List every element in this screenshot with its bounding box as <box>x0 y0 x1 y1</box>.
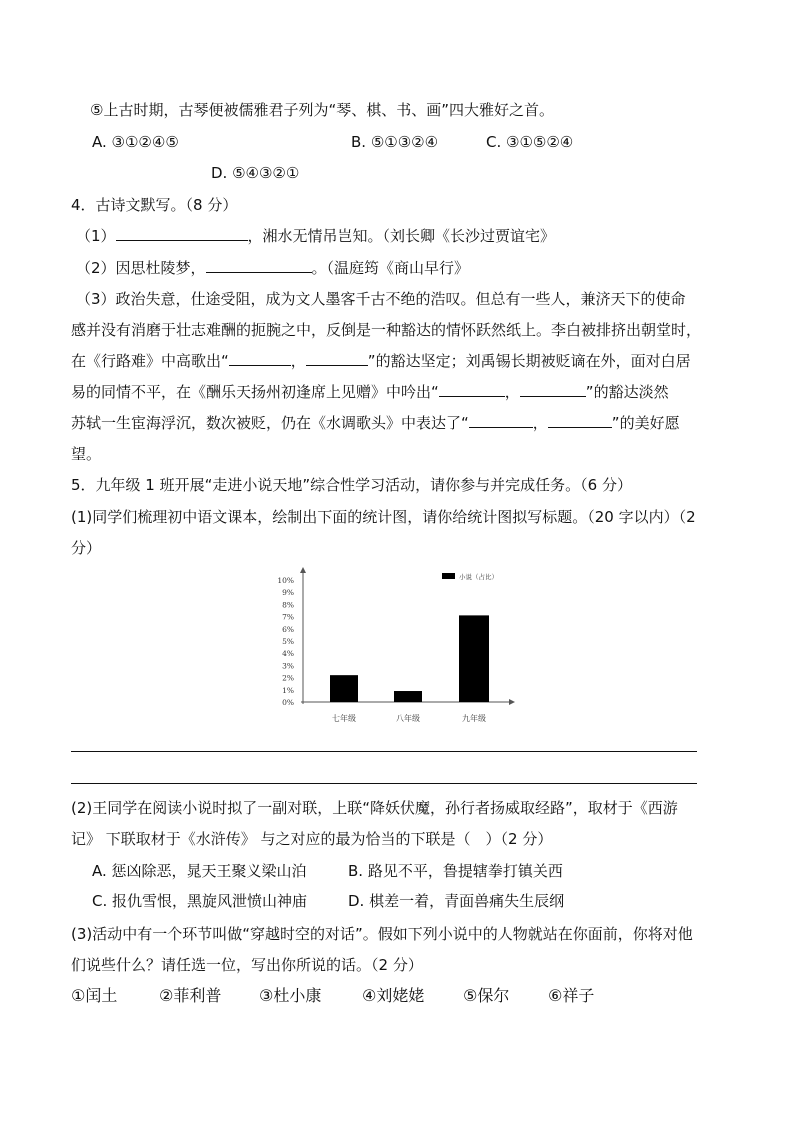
q4-s3-blank3[interactable] <box>439 382 505 397</box>
q4-s3-blank1[interactable] <box>229 351 291 366</box>
y-tick-label: 1% <box>282 685 294 695</box>
q4-s2-prefix: （2）因思杜陵梦， <box>76 259 206 277</box>
q5-p3-line1: (3)活动中有一个环节叫做“穿越时空的对话”。假如下列小说中的人物就站在你面前，你将对他 <box>71 925 693 943</box>
answer-line-1[interactable] <box>71 751 697 752</box>
y-tick-label: 2% <box>282 673 294 683</box>
q4-s3-line6: 望。 <box>71 445 102 463</box>
y-tick-label: 4% <box>282 649 294 659</box>
q4-s3-blank6[interactable] <box>548 413 612 428</box>
q3-option-b[interactable]: B. ⑤①③②④ <box>351 133 439 151</box>
character-1[interactable]: ①闰土 <box>71 986 118 1005</box>
q4-s1-blank[interactable] <box>116 226 248 241</box>
y-axis-arrow <box>300 567 306 573</box>
q5-p2-option-d[interactable]: D. 棋差一着，青面兽痛失生辰纲 <box>348 892 565 910</box>
q5-p2-option-c[interactable]: C. 报仇雪恨，黑旋风泄愤山神庙 <box>92 892 308 910</box>
q4-s3-line3c: ”的豁达坚定；刘禹锡长期被贬谪在外，面对白居 <box>367 352 691 370</box>
character-6[interactable]: ⑥祥子 <box>548 986 595 1005</box>
character-4[interactable]: ④刘姥姥 <box>362 986 425 1005</box>
q4-s3-line5 <box>71 413 680 433</box>
q4-s3-line4a: 易的同情不平，在《酬乐天扬州初逢席上见赠》中吟出“ <box>71 383 439 401</box>
character-3[interactable]: ③杜小康 <box>259 986 322 1005</box>
q4-s3-blank2[interactable] <box>306 351 368 366</box>
q4-title: 4．古诗文默写。（8 分） <box>71 196 238 214</box>
q4-s2-blank[interactable] <box>206 258 312 273</box>
bar <box>394 691 422 702</box>
y-tick-label: 6% <box>282 624 294 634</box>
y-tick-label: 10% <box>277 576 294 585</box>
x-tick-label: 九年级 <box>462 714 486 723</box>
x-axis-arrow <box>509 699 515 705</box>
q4-s2 <box>76 258 469 278</box>
q4-s3-line3 <box>71 351 691 371</box>
q5-p2-line2: 记》 下联取材于《水浒传》 与之对应的最为恰当的下联是（ ）（2 分） <box>71 830 553 848</box>
q4-s2-text: 。（温庭筠《商山早行》 <box>311 259 470 277</box>
q5-p1-line1: (1)同学们梳理初中语文课本，绘制出下面的统计图，请你给统计图拟写标题。（20 字以内）（2 <box>71 508 696 526</box>
bar <box>459 615 489 702</box>
q3-option-c[interactable]: C. ③①⑤②④ <box>486 133 574 151</box>
q3-item5: ⑤上古时期，古琴便被儒雅君子列为“琴、棋、书、画”四大雅好之首。 <box>90 101 554 119</box>
q5-p3-line2: 们说些什么？请任选一位，写出你所说的话。（2 分） <box>71 956 423 974</box>
y-tick-label: 3% <box>282 661 294 671</box>
character-list <box>71 986 594 1006</box>
q4-s3-line3b: ， <box>290 352 306 370</box>
bar-chart <box>270 565 530 730</box>
q4-s3-line4 <box>71 382 669 402</box>
q4-s1-prefix: （1） <box>76 227 116 245</box>
character-5[interactable]: ⑤保尔 <box>463 986 510 1005</box>
q4-s3-line5a: 苏轼一生宦海浮沉，数次被贬，仍在《水调歌头》中表达了“ <box>71 414 469 432</box>
q4-s3-blank5[interactable] <box>469 413 533 428</box>
q4-s3-line5c: ”的美好愿 <box>611 414 680 432</box>
q3-option-a[interactable]: A. ③①②④⑤ <box>92 133 179 151</box>
x-tick-label: 七年级 <box>332 714 356 723</box>
q4-s3-line4b: ， <box>504 383 520 401</box>
legend-label: 小说（占比） <box>459 573 498 581</box>
q5-p2-option-b[interactable]: B. 路见不平，鲁提辖拳打镇关西 <box>348 862 563 880</box>
q4-s3-blank4[interactable] <box>520 382 586 397</box>
q3-option-d[interactable]: D. ⑤④③②① <box>211 164 300 182</box>
q5-title: 5．九年级 1 班开展“走进小说天地”综合性学习活动，请你参与并完成任务。（6 分） <box>71 476 632 494</box>
legend-swatch <box>442 573 455 579</box>
q5-p2-option-a[interactable]: A. 惩凶除恶，晁天王聚义梁山泊 <box>92 862 307 880</box>
q4-s3-line1: （3）政治失意，仕途受阻，成为文人墨客千古不绝的浩叹。但总有一些人，兼济天下的使命 <box>76 290 686 308</box>
bar <box>330 675 358 702</box>
y-tick-label: 8% <box>282 600 294 610</box>
q4-s1 <box>76 226 555 246</box>
y-tick-label: 0% <box>282 698 294 707</box>
q5-p1-line2: 分） <box>71 539 102 557</box>
y-tick-label: 9% <box>282 588 294 598</box>
q4-s3-line2: 感并没有消磨于壮志难酬的扼腕之中，反倒是一种豁达的情怀跃然纸上。李白被排挤出朝堂时， <box>71 321 702 339</box>
answer-line-2[interactable] <box>71 783 697 784</box>
q4-s3-line4c: ”的豁达淡然 <box>585 383 669 401</box>
y-tick-label: 5% <box>282 637 294 646</box>
q4-s1-text: ，湘水无情吊岂知。（刘长卿《长沙过贾谊宅》 <box>247 227 556 245</box>
q4-s3-line3a: 在《行路难》中高歌出“ <box>71 352 229 370</box>
character-2[interactable]: ②菲利普 <box>159 986 222 1005</box>
q5-p2-line1: (2)王同学在阅读小说时拟了一副对联，上联“降妖伏魔，孙行者扬威取经路”，取材于《西游 <box>71 799 678 817</box>
q4-s3-line5b: ， <box>532 414 548 432</box>
y-tick-label: 7% <box>282 612 294 622</box>
x-tick-label: 八年级 <box>396 714 420 723</box>
